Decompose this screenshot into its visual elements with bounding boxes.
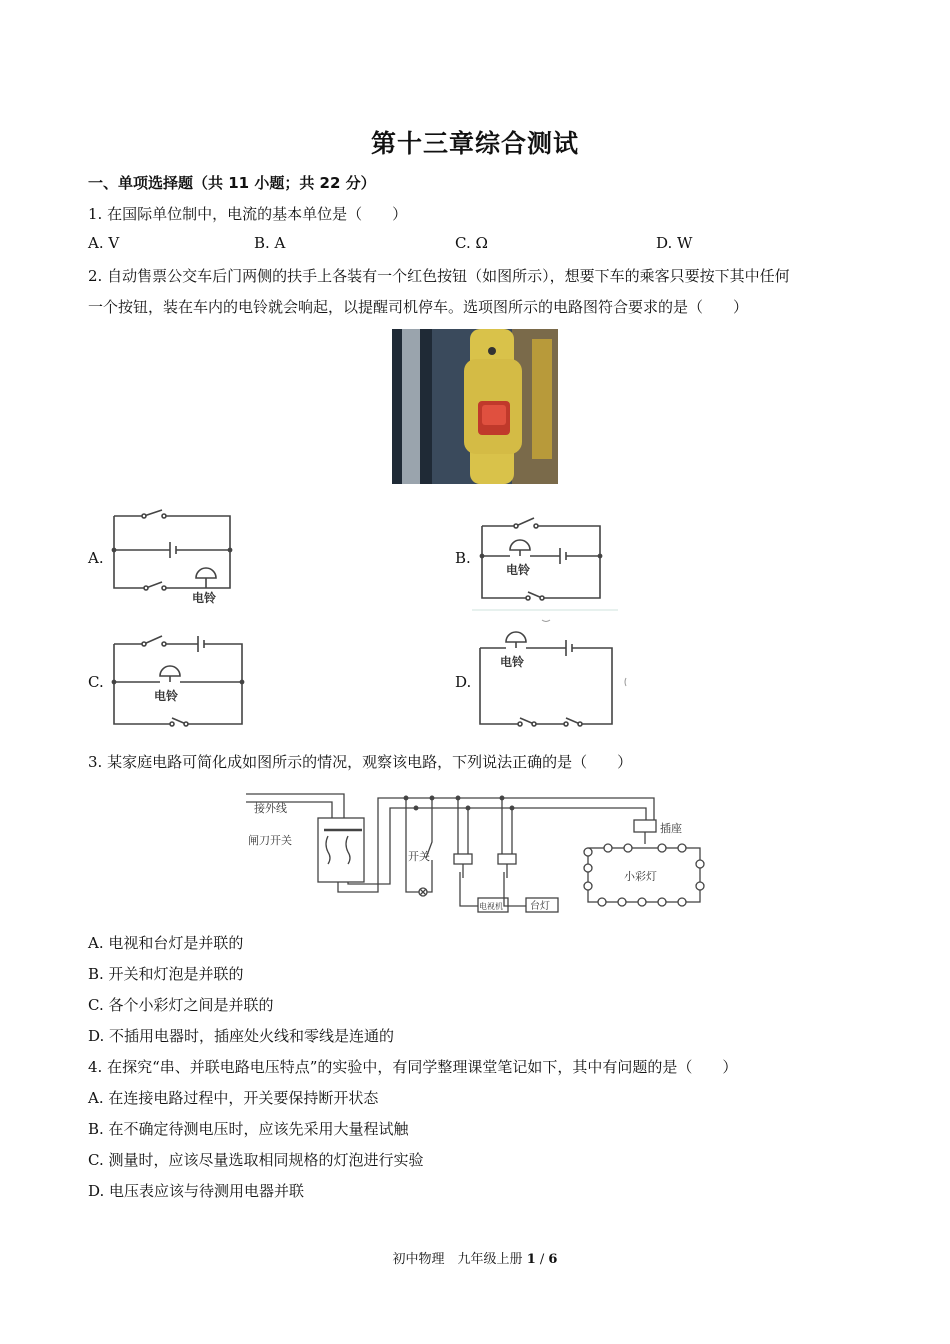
circuit-b: [472, 512, 622, 616]
q1-stem: 1. 在国际单位制中，电流的基本单位是（ ）: [88, 205, 408, 223]
q2-stem-line1: 2. 自动售票公交车后门两侧的扶手上各装有一个红色按钮（如图所示），想要下车的乘客只要按下其中任何: [88, 267, 790, 285]
label-tv: 电视机: [479, 902, 503, 911]
q3-option-a: A. 电视和台灯是并联的: [88, 934, 244, 952]
footer-page-number: 1: [526, 1252, 536, 1267]
q4-option-c: C. 测量时，应该尽量选取相同规格的灯泡进行实验: [88, 1151, 424, 1169]
q3-option-c: C. 各个小彩灯之间是并联的: [88, 996, 274, 1014]
label-switch: 开关: [408, 850, 430, 863]
q2-option-c: C.: [88, 673, 104, 691]
q4-option-d: D. 电压表应该与待测用电器并联: [88, 1182, 305, 1200]
footer-separator: /: [539, 1252, 545, 1267]
bus-button-photo: [392, 329, 558, 484]
bell-label-d: 电铃: [500, 655, 525, 669]
bell-label-c: 电铃: [154, 689, 179, 703]
circuit-c: [110, 628, 250, 736]
q2-option-d: D.: [455, 673, 472, 691]
q1-option-c: C. Ω: [455, 234, 488, 252]
q4-option-b: B. 在不确定待测电压时，应该先采用大量程试触: [88, 1120, 409, 1138]
q1-option-d: D. W: [656, 234, 693, 252]
page-title: 第十三章综合测试: [370, 129, 579, 158]
q2-stem-line2: 一个按钮，装在车内的电铃就会响起，以提醒司机停车。选项图所示的电路图符合要求的是（ ）: [88, 298, 749, 316]
footer-total-pages: 6: [548, 1252, 558, 1267]
q2-option-a: A.: [88, 549, 104, 567]
page-footer: [0, 1248, 950, 1267]
section-heading: 一、单项选择题（共 11 小题；共 22 分）: [88, 174, 376, 192]
q4-option-a: A. 在连接电路过程中，开关要保持断开状态: [88, 1089, 379, 1107]
q2-option-b: B.: [455, 549, 471, 567]
label-lamp: 台灯: [530, 901, 550, 912]
bell-label-b: 电铃: [506, 563, 531, 577]
household-circuit-diagram: [246, 782, 710, 918]
q3-option-b: B. 开关和灯泡是并联的: [88, 965, 244, 983]
circuit-d: [472, 616, 632, 736]
label-socket: 插座: [660, 822, 682, 835]
q1-option-a: A. V: [88, 234, 120, 252]
q3-option-d: D. 不插用电器时，插座处火线和零线是连通的: [88, 1027, 395, 1045]
label-knife-switch: 闸刀开关: [248, 834, 292, 847]
circuit-a: [110, 508, 240, 608]
q3-stem: 3. 某家庭电路可简化成如图所示的情况，观察该电路，下列说法正确的是（ ）: [88, 753, 633, 771]
bell-label-a: 电铃: [192, 591, 217, 604]
footer-text: 初中物理 九年级上册: [392, 1252, 523, 1267]
q1-option-b: B. A: [254, 234, 286, 252]
label-external: 接外线: [254, 802, 287, 815]
label-lights: 小彩灯: [624, 870, 657, 883]
q4-stem: 4. 在探究“串、并联电路电压特点”的实验中，有同学整理课堂笔记如下，其中有问题的是（ ）: [88, 1058, 738, 1076]
